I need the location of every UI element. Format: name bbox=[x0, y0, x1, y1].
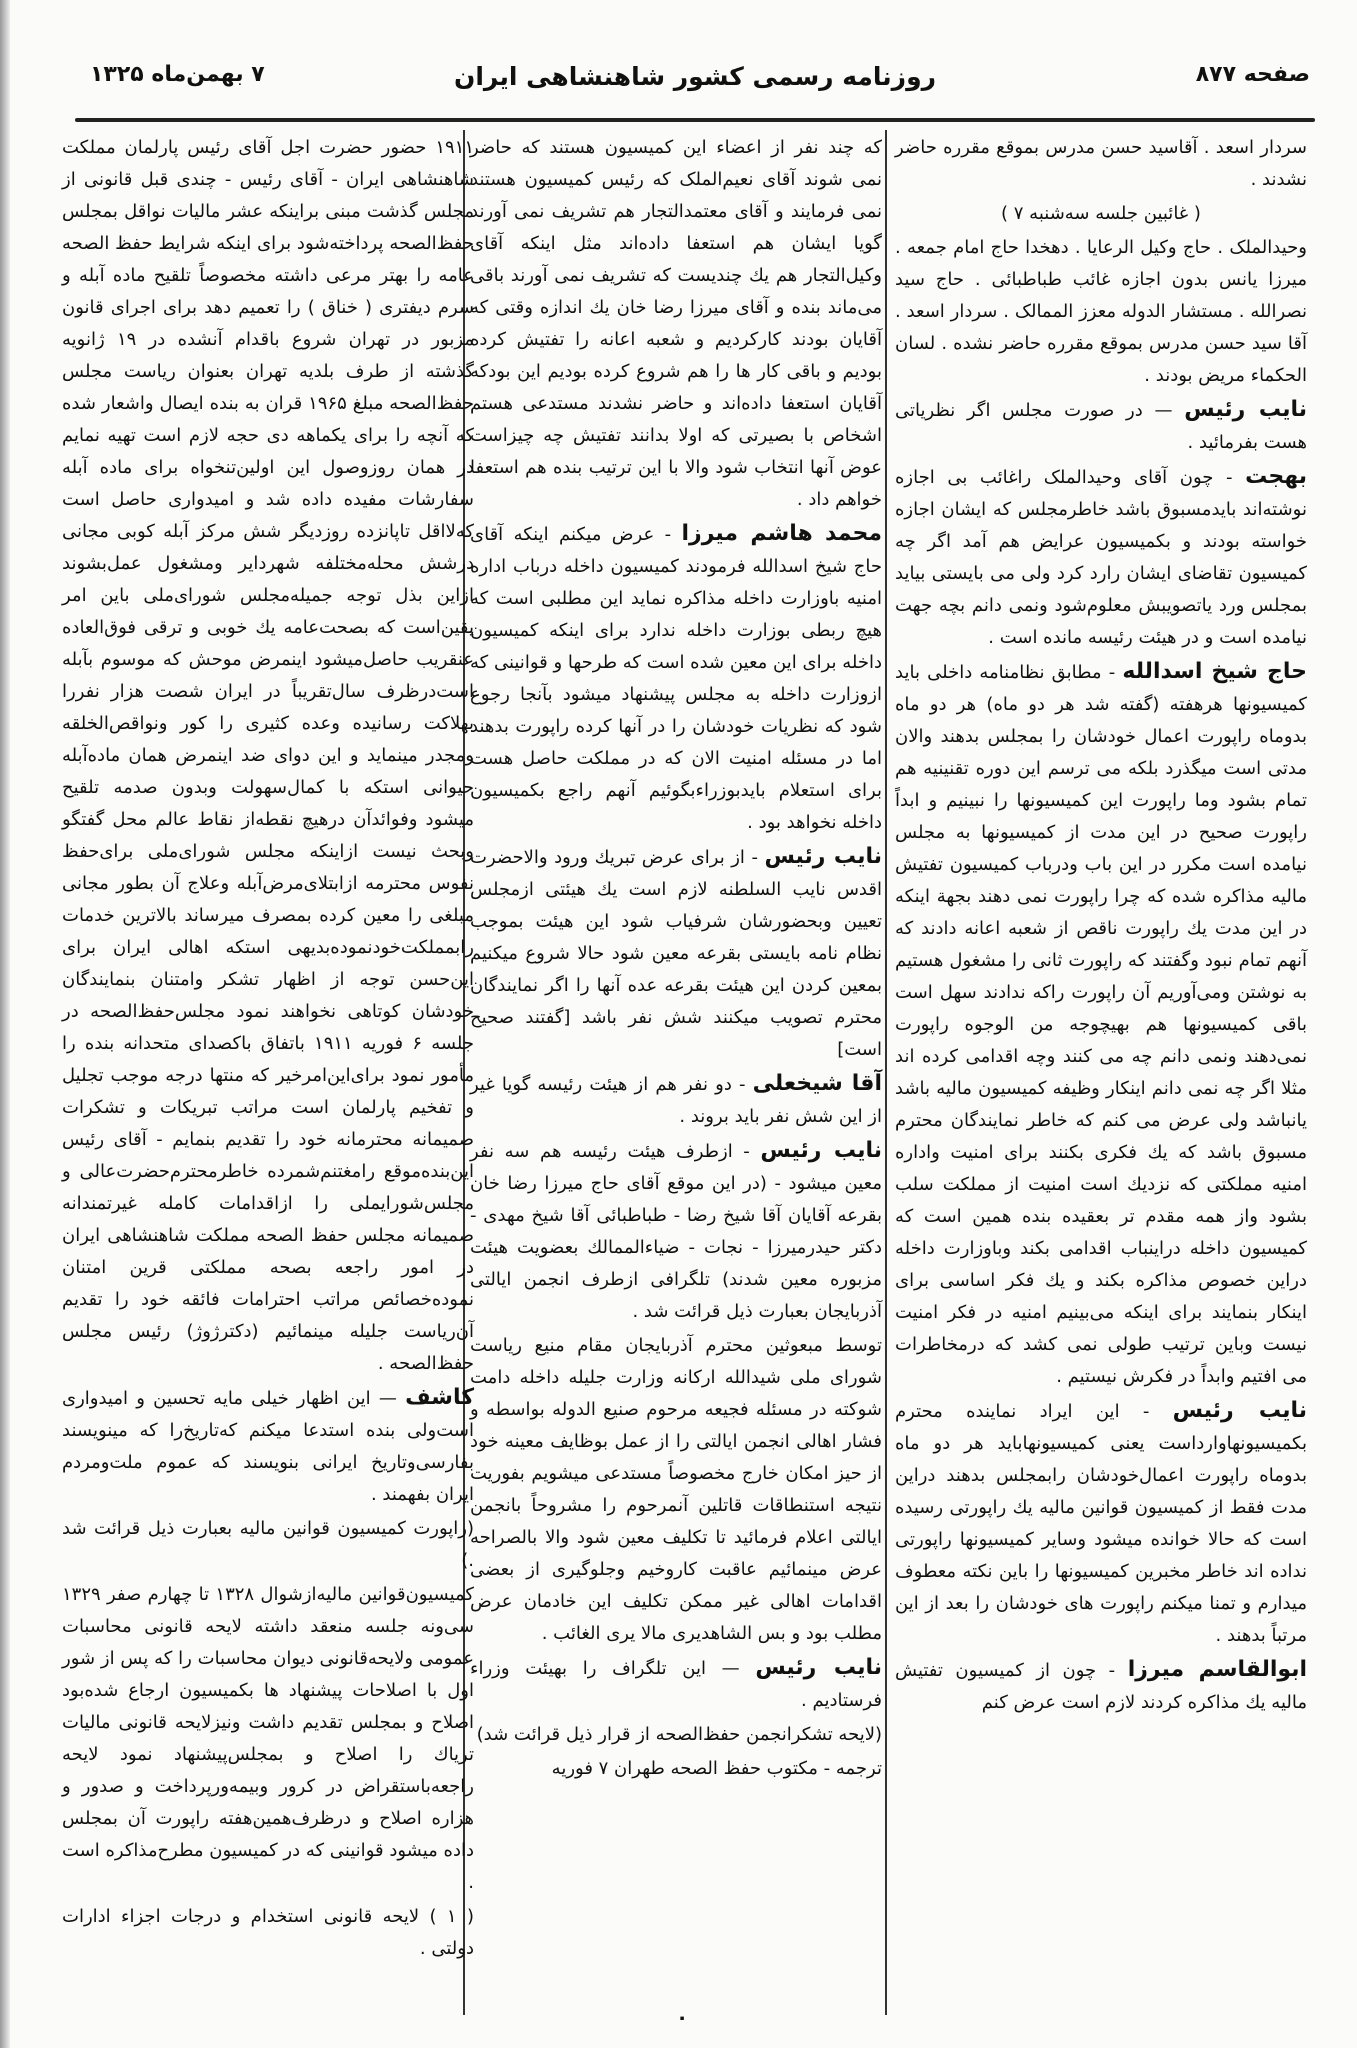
speech-paragraph bbox=[895, 656, 1307, 1393]
paragraph bbox=[470, 1719, 882, 1751]
header-rule bbox=[75, 118, 1315, 122]
paragraph-text: سردار اسعد . آقاسید حسن مدرس بموقع مقرره حاضر نشدند . bbox=[895, 137, 1307, 190]
paragraph-text: — این اظهار خیلی مایه تحسین و امیدواری است‌ولی بنده استدعا میکنم که‌تاریخ‌را که مینویسند بفارسی‌وتاریخ ایرانی بنویسند که عموم ملت‌ومردم ایران بفهمند . bbox=[62, 1388, 474, 1505]
paragraph-text: — این تلگراف را بهیئت وزراء فرستادیم . bbox=[470, 1658, 882, 1711]
column-middle bbox=[470, 132, 882, 1787]
footer-mark: ۰ bbox=[676, 2005, 689, 2029]
speech-paragraph bbox=[470, 1652, 882, 1717]
speaker-name: آقا شیخعلی bbox=[752, 1071, 882, 1096]
column-left bbox=[62, 132, 474, 1967]
speaker-name: نایب رئیس bbox=[755, 1655, 882, 1680]
page-edge-shadow bbox=[0, 0, 10, 2048]
paragraph-text: - ازطرف هیئت رئیسه هم سه نفر معین میشود - (در این موقع آقای حاج میرزا رضا خان بقرعه آقایان آقا شیخ رضا - طباطبائی آقا شیخ مهدی - دکتر حیدرمیرزا - نجات - ضیاءالممالك بعضویت هیئت مزبوره معین شدند) تلگرافی ازطرف انجمن ایالتی آذربایجان بعبارت ذیل قرائت شد . bbox=[470, 1141, 882, 1322]
paragraph bbox=[895, 232, 1307, 392]
paragraph bbox=[895, 132, 1307, 196]
paragraph-text: (راپورت کمیسیون قوانین مالیه بعبارت ذیل قرائت شد .) bbox=[62, 1518, 474, 1571]
speech-paragraph bbox=[470, 1068, 882, 1133]
speaker-name: بهجت bbox=[1245, 464, 1307, 489]
paragraph-text: - این ایراد نماینده محترم بکمیسیونهاوارداست یعنی کمیسیونهاباید هر دو ماه بدوماه راپورت اعمال‌خودشان رابمجلس بدهند دراین مدت فقط از کمیسیون قوانین مالیه یك راپورتی رسیده است که حالا خوانده میشود وسایر کمیسیونها راپورتی نداده اند خاطر مخبرین کمیسیونها را باین نکته معطوف میدارم و تمنا میکنم راپورت های خودشان را بعد از این مرتباً بدهند . bbox=[895, 1401, 1307, 1646]
paragraph-text: کمیسیون‌قوانین مالیه‌ازشوال ۱۳۲۸ تا چهارم صفر ۱۳۲۹ سی‌ونه جلسه منعقد داشته لایحه قانونی محاسبات عمومی ولایحه‌قانونی دیوان محاسبات را که پس از شور اول با اصلاحات پیشنهاد ها بکمیسیون ارجاع شده‌بود اصلاح و بمجلس تقدیم داشت ونیزلایحه قانونی مالیات تریاك را اصلاح و بمجلس‌پیشنهاد نمود لایحه راجعه‌باستقراض در کرور وبیمه‌ورپرداخت و صدور و هزاره اصلاح و درظرف‌همین‌هفته راپورت آن بمجلس داده میشود قوانینی که در کمیسیون مطرح‌مذاکره است . bbox=[62, 1584, 474, 1893]
speaker-name: نایب رئیس bbox=[764, 844, 882, 869]
paragraph-text: توسط مبعوثین محترم آذربایجان مقام منیع ریاست شورای ملی شیدالله ارکانه وزارت جلیله داخله دامت شوکته در مسئله فجیعه مرحوم صنیع الدوله بواسطه و فشار اهالی انجمن ایالتی را از عمل بوظایف معینه خود از حیز امکان خارج مخصوصاً مستدعی میشویم بفوریت نتیجه استنطاقات قاتلین آنمرحوم را مشروحاً بانجمن ایالتی اعلام فرمائید تا تکلیف معین شود والا بالصراحه عرض مینمائیم عاقبت کاروخیم وجلوگیری از بعضی اقدامات اهالی غیر ممکن تکلیف این خادمان عرض مطلب بود و بس الشاهدیری مالا یری الغائب . bbox=[470, 1335, 882, 1644]
paragraph bbox=[62, 1579, 474, 1899]
speech-paragraph bbox=[895, 461, 1307, 654]
paragraph-text: ( ۱ ) لایحه قانونی استخدام و درجات اجزاء ادارات دولتی . bbox=[62, 1906, 474, 1959]
paragraph-text: - از برای عرض تبریك ورود والاحضرت اقدس نایب السلطنه لازم است یك هیئتی ازمجلس تعیین وبحضورشان شرفیاب شود این هیئت بموجب نظام نامه بایستی بقرعه معین شود حالا شروع میکنیم بمعین کردن این هیئت بقرعه عده آنها را اگر نمایندگان محترم تصویب میکنند شش نفر باشد [گفتند صحیح است] bbox=[470, 847, 882, 1060]
paragraph-text: - مطابق نظامنامه داخلی باید کمیسیونها هرهفته (گفته شد هر دو ماه) هر دو ماه بدوماه راپورت اعمال خودشان را بمجلس بدهند والان مدتی است میگذرد بلکه می ترسم این دوره تقنینیه هم تمام بشود وما راپورت این کمیسیونها را نبینیم و ابداً راپورت صحیح در این مدت از کمیسیونها به مجلس نیامده است مکرر در این باب ودرباب کمیسیون تفتیش مالیه مذاکره شده که چرا راپورت نمی دهند بجهة اینکه در این مدت یك راپورت ناقص از شعبه اعانه دادند که آنهم تمام نبود وگفتند که راپورت ثانی را مشغول هستیم به نوشتن ومی‌آوریم آن راپورت راکه ندادند سهل است باقی کمیسیونها هم بهیچوجه من الوجوه راپورت نمی‌دهند ونمی دانم چه می کنند وچه اقدامی کرده اند مثلا اگر چه نمی دانم اینکار وظیفه کمیسیون مالیه باشد یانباشد ولی عرض می کنم که خاطر نمایندگان محترم مسبوق باشد که یك فکری بکنند برای امنیت واداره امنیه مملکتی که نزدیك است امنیت از مملکت سلب بشود واز همه مقدم تر بعقیده بنده همین است که کمیسیون داخله دراینباب اقدامی بکند وباوزارت داخله دراین خصوص مذاکره بکند و یك فکر اساسی برای اینکار بنمایند برای اینکه می‌بینیم امنیه در فکر امنیت نیست وباین ترتیب طولی نمی کشد که درمخاطرات می افتیم وابداً در فکرش نیستیم . bbox=[895, 662, 1307, 1387]
speech-paragraph bbox=[470, 518, 882, 839]
speaker-name: حاج شیخ اسدالله bbox=[1122, 659, 1307, 684]
paragraph bbox=[895, 198, 1307, 230]
speaker-name: کاشف bbox=[405, 1385, 474, 1410]
issue-date: ۷ بهمن‌ماه ۱۳۲۵ bbox=[90, 62, 265, 87]
page-number: صفحه ۸۷۷ bbox=[1195, 62, 1310, 87]
paragraph bbox=[470, 1330, 882, 1650]
paragraph-text: ترجمه - مکتوب حفظ الصحه طهران ۷ فوریه bbox=[551, 1758, 882, 1779]
paragraph-text: - چون از کمیسیون تفتیش مالیه یك مذاکره کردند لازم است عرض کنم bbox=[895, 1660, 1307, 1713]
column-right bbox=[895, 132, 1307, 1721]
paragraph-text: — در صورت مجلس اگر نظریاتی هست بفرمائید . bbox=[895, 400, 1307, 453]
paragraph-text: (لایحه تشکرانجمن حفظ‌الصحه از قرار ذیل قرائت شد) bbox=[476, 1724, 882, 1745]
speaker-name: نایب رئیس bbox=[1184, 397, 1307, 422]
speaker-name: ابوالقاسم میرزا bbox=[1127, 1657, 1307, 1682]
speech-paragraph bbox=[62, 1382, 474, 1511]
paragraph bbox=[62, 132, 474, 1380]
paragraph-text: - چون آقای وحیدالملک راغائب بی اجازه نوشته‌اند بایدمسبوق باشد خاطرمجلس که ایشان اجازه خواسته بودند و بکمیسیون عرایض هم آمد اگر چه کمیسیون تقاضای ایشان رارد کرد ولی می بایستی بیاید بمجلس ورد یاتصویبش معلوم‌شود ونمی دانم بچه جهت نیامده است و در هیئت رئیسه مانده است . bbox=[895, 467, 1307, 648]
speaker-name: نایب رئیس bbox=[760, 1138, 882, 1163]
speech-paragraph bbox=[895, 394, 1307, 459]
paragraph bbox=[62, 1901, 474, 1965]
speaker-name: محمد هاشم میرزا bbox=[681, 521, 882, 546]
speech-paragraph bbox=[470, 1135, 882, 1328]
newspaper-title: روزنامه رسمی کشور شاهنشاهی ایران bbox=[453, 62, 937, 91]
paragraph-text: وحیدالملک . حاج وکیل الرعایا . دهخدا حاج امام جمعه . میرزا یانس بدون اجازه غائب طباطبائی . حاج سید نصرالله . مستشار الدوله معزز الممالک . سردار اسعد . آقا سید حسن مدرس بموقع مقرره حاضر نشده . لسان الحکماء مریض بودند . bbox=[895, 237, 1307, 386]
paragraph bbox=[470, 132, 882, 516]
speech-paragraph bbox=[470, 841, 882, 1066]
paragraph-text: ( غائبین جلسه سه‌شنبه ۷ ) bbox=[1001, 203, 1201, 224]
paragraph-text: که چند نفر از اعضاء این کمیسیون هستند که حاضر نمی شوند آقای نعیم‌الملک که رئیس کمیسیون هستند نمی فرمایند و آقای معتمدالتجار هم تشریف نمی آورند گویا ایشان هم استعفا داده‌اند مثل اینکه آقای وکیل‌التجار هم یك چندیست که تشریف نمی آورند باقی می‌ماند بنده و آقای میرزا رضا خان یك اندازه وقتی که آقایان بودند کارکردیم و شعبه اعانه را تفتیش کرده بودیم و باقی کار ها را هم شروع کرده بودیم این بودکه آقایان استعفا داده‌اند و حاضر نشدند مستدعی هستم اشخاص با بصیرتی که اولا بدانند تفتیش چه چیزاست عوض آنها انتخاب شود والا با این ترتیب بنده هم استعفا خواهم داد . bbox=[470, 137, 882, 510]
paragraph bbox=[470, 1753, 882, 1785]
speaker-name: نایب رئیس bbox=[1172, 1398, 1307, 1423]
paragraph-text: - عرض میکنم اینکه آقای حاج شیخ اسدالله فرمودند کمیسیون داخله درباب اداره امنیه باوزارت داخله مذاکره نماید این مطلبی است که هیچ ربطی بوزارت داخله ندارد برای اینکه کمیسیون داخله برای این معین شده است که طرحها و قوانینی که ازوزارت داخله به مجلس پیشنهاد میشود بآنجا رجوع شود که نظریات خودشان را در آنها کرده راپورت بدهند اما در مسئله امنیت الان که در مملکت حاصل هست برای استعلام بایدبوزراءبگوئیم آنهم راجع بکمیسیون داخله نخواهد بود . bbox=[470, 524, 882, 833]
speech-paragraph bbox=[895, 1654, 1307, 1719]
page-header bbox=[70, 52, 1320, 112]
paragraph-text: ۱۹۱۱ حضور حضرت اجل آقای رئیس پارلمان مملکت شاهنشاهی ایران - آقای رئیس - چندی قبل قانونی از مجلس گذشت مبنی براینکه عشر مالیات نواقل بمجلس حفظ‌الصحه پرداخته‌شود برای اینکه شرایط حفظ الصحه عامه را بهتر مرعی داشته مخصوصاً تلقیح ماده آبله و سرم دیفتری ( خناق ) را تعمیم دهد برای اجرای قانون مزبور در تهران شروع باقدام آنشده در ۱۹ ژانویه گذشته از طرف بلدیه تهران بعنوان ریاست مجلس حفظ‌الصحه مبلغ ۱۹۶۵ قران به بنده ایصال واشعار شده که آنچه را برای یکماهه دی حجه لازم است تهیه نمایم در همان روزوصول این اولین‌تنخواه برای ماده آبله سفارشات مفیده داده شد و امیدواری حاصل است که‌لااقل تاپانزده روزدیگر شش مرکز آبله کوبی مجانی درشش محله‌مختلفه شهردایر ومشغول عمل‌بشوند ازاین بذل توجه جمیله‌مجلس شورای‌ملی باین امر یقین‌است که بصحت‌عامه یك خوبی و ترقی فوق‌العاده عنقریب حاصل‌میشود اینمرض موحش که موسوم بآبله است‌درظرف سال‌تقریباً در ایران شصت هزار نفررا بهلاکت رسانیده وعده کثیری را کور ونواقص‌الخلقه ومجدر مینماید و این دوای ضد اینمرض همان ماده‌آبله حیوانی استکه با کمال‌سهولت وبدون صدمه تلقیح میشود وفوائدآن درهیچ نقطه‌از نقاط عالم محل گفتگو وبحث نیست ازاینکه مجلس شورای‌ملی برای‌حفظ نفوس محترمه ازابتلای‌مرض‌آبله وعلاج آن بطور مجانی مبلغی را معین کرده بمصرف میرساند بالاترین خدمات رابمملکت‌خودنموده‌بدیهی استکه اهالی ایران برای این‌حسن توجه از اظهار تشکر وامتنان بنمایندگان خودشان کوتاهی نخواهند نمود مجلس‌حفظ‌الصحه در جلسه ۶ فوریه ۱۹۱۱ باتفاق باکصدای متحدانه بنده را مأمور نمود برای‌این‌امرخیر که منتها درجه موجب تجلیل و تفخیم پارلمان است مراتب تبریکات و تشکرات صمیمانه محترمانه خود را تقدیم بنمایم - آقای رئیس این‌بنده‌موقع رامغتنم‌شمرده خاطرمحترم‌حضرت‌عالی و مجلس‌شورایملی را ازاقدامات کامله غیرتمندانه صمیمانه مجلس حفظ الصحه مملکت شاهنشاهی ایران در امور راجعه بصحه مملکتی قرین امتنان نموده‌خصائص مراتب احترامات فائقه خود را تقدیم آن‌ریاست جلیله مینمائیم (دکترژوژ) رئیس مجلس حفظ‌الصحه . bbox=[62, 137, 474, 1374]
speech-paragraph bbox=[895, 1395, 1307, 1652]
column-divider bbox=[885, 130, 887, 2015]
paragraph-text: - دو نفر هم از هیئت رئیسه گویا غیر از این شش نفر باید بروند . bbox=[470, 1074, 882, 1127]
paragraph bbox=[62, 1513, 474, 1577]
